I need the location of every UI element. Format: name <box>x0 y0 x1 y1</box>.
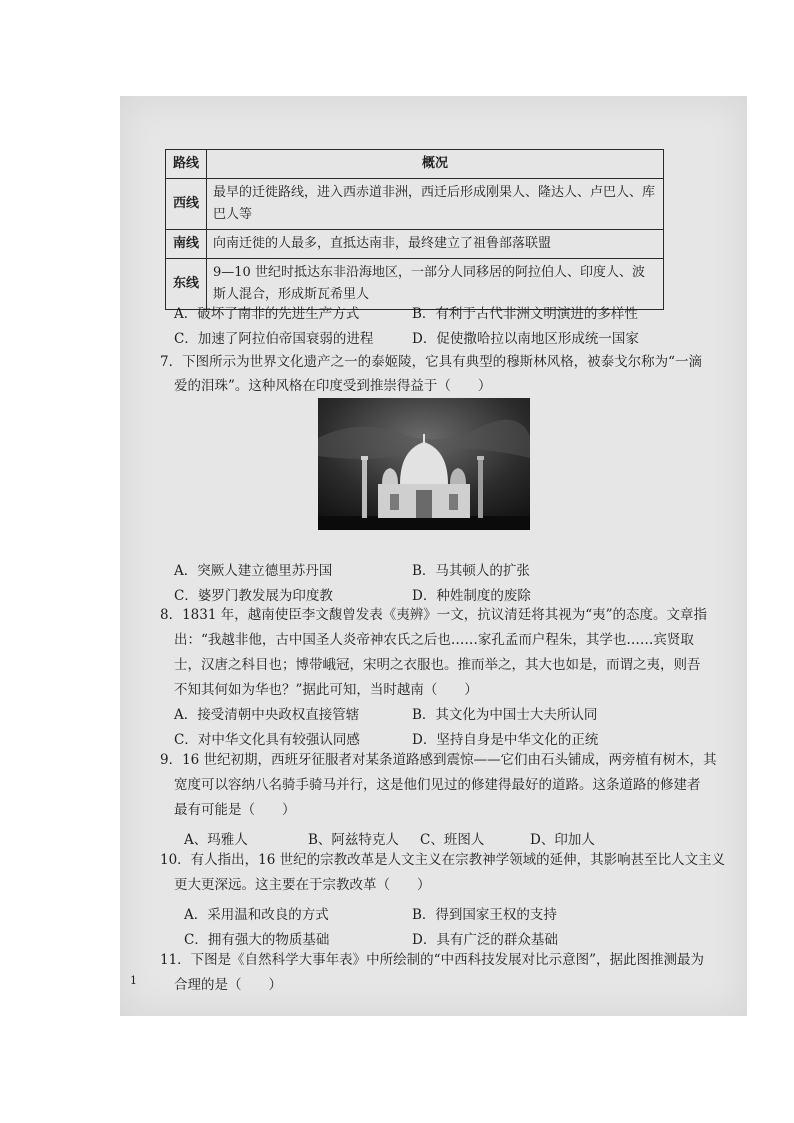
q9-option-d: D、印加人 <box>530 832 595 848</box>
migration-routes-table <box>165 149 664 310</box>
route-name: 西线 <box>166 179 207 230</box>
q8-stem-line-4: 不知其何如为华也？”据此可知，当时越南（ ） <box>174 682 478 698</box>
q8-option-d: D．坚持自身是中华文化的正统 <box>412 732 599 748</box>
q8-stem-line-2: 出：“我越非他，古中国圣人炎帝神农氏之后也……家孔孟而户程朱，其学也……宾贤取 <box>174 632 694 648</box>
q9-option-a: A、玛雅人 <box>184 832 248 848</box>
q8-option-b: B．其文化为中国士大夫所认同 <box>412 707 598 723</box>
route-description: 9—10 世纪时抵达东非沿海地区，一部分人同移居的阿拉伯人、印度人、波斯人混合，形成斯瓦希里人 <box>207 259 664 310</box>
table-header-overview: 概况 <box>207 150 664 179</box>
q9-option-b: B、阿兹特克人 <box>308 832 399 848</box>
page-number: 1 <box>130 974 137 987</box>
q8-stem-line-1: 8．1831 年，越南使臣李文馥曾发表《夷辨》一文，抗议清廷将其视为“夷”的态度。文章指 <box>160 607 708 623</box>
q6-option-c: C．加速了阿拉伯帝国衰弱的进程 <box>174 331 374 347</box>
q7-stem-line-2: 爱的泪珠”。这种风格在印度受到推崇得益于（ ） <box>174 378 492 394</box>
q10-option-b: B．得到国家王权的支持 <box>412 907 557 923</box>
q10-stem-line-2: 更大更深远。这主要在于宗教改革（ ） <box>174 877 431 893</box>
taj-mahal-illustration <box>318 398 530 530</box>
q7-option-a: A．突厥人建立德里苏丹国 <box>174 563 333 579</box>
q10-option-d: D．具有广泛的群众基础 <box>412 932 558 948</box>
table-row <box>166 230 664 259</box>
q8-stem-line-3: 士，汉唐之科目也；博带峨冠，宋明之衣服也。推而举之，其大也如是，而谓之夷，则吾 <box>174 657 701 673</box>
q9-stem-line-2: 宽度可以容纳八名骑手骑马并行，这是他们见过的修建得最好的道路。这条道路的修建者 <box>174 777 701 793</box>
q9-option-c: C、班图人 <box>420 832 485 848</box>
q7-option-d: D．种姓制度的废除 <box>412 588 531 604</box>
q6-option-d: D．促使撒哈拉以南地区形成统一国家 <box>412 331 639 347</box>
taj-mahal-photo <box>318 398 530 530</box>
q10-option-a: A．采用温和改良的方式 <box>184 907 329 923</box>
route-description: 向南迁徙的人最多，直抵达南非，最终建立了祖鲁部落联盟 <box>207 230 664 259</box>
exam-sheet <box>120 96 747 1016</box>
q7-option-c: C．婆罗门教发展为印度教 <box>174 588 333 604</box>
q8-option-a: A．接受清朝中央政权直接管辖 <box>174 707 360 723</box>
q11-stem-line-2: 合理的是（ ） <box>174 977 282 993</box>
q11-stem-line-1: 11．下图是《自然科学大事年表》中所绘制的“中西科技发展对比示意图”，据此图推测最为 <box>160 952 704 968</box>
q7-stem-line-1: 7．下图所示为世界文化遗产之一的泰姬陵，它具有典型的穆斯林风格，被泰戈尔称为“一滴 <box>160 354 702 370</box>
q9-stem-line-3: 最有可能是（ ） <box>174 802 296 818</box>
q6-option-b: B．有利于古代非洲文明演进的多样性 <box>412 306 638 322</box>
table-header-route: 路线 <box>166 150 207 179</box>
q10-option-c: C．拥有强大的物质基础 <box>184 932 330 948</box>
table-row <box>166 179 664 230</box>
q9-stem-line-1: 9．16 世纪初期，西班牙征服者对某条道路感到震惊——它们由石头铺成，两旁植有树木，其 <box>160 752 717 768</box>
route-name: 东线 <box>166 259 207 310</box>
table-header-row <box>166 150 664 179</box>
q10-stem-line-1: 10．有人指出，16 世纪的宗教改革是人文主义在宗教神学领域的延伸，其影响甚至比人文主义 <box>160 852 726 868</box>
q8-option-c: C．对中华文化具有较强认同感 <box>174 732 360 748</box>
route-name: 南线 <box>166 230 207 259</box>
route-description: 最早的迁徙路线，进入西赤道非洲，西迁后形成刚果人、隆达人、卢巴人、库巴人等 <box>207 179 664 230</box>
q6-option-a: A．破坏了南非的先进生产方式 <box>174 306 360 322</box>
q7-option-b: B．马其顿人的扩张 <box>412 563 530 579</box>
